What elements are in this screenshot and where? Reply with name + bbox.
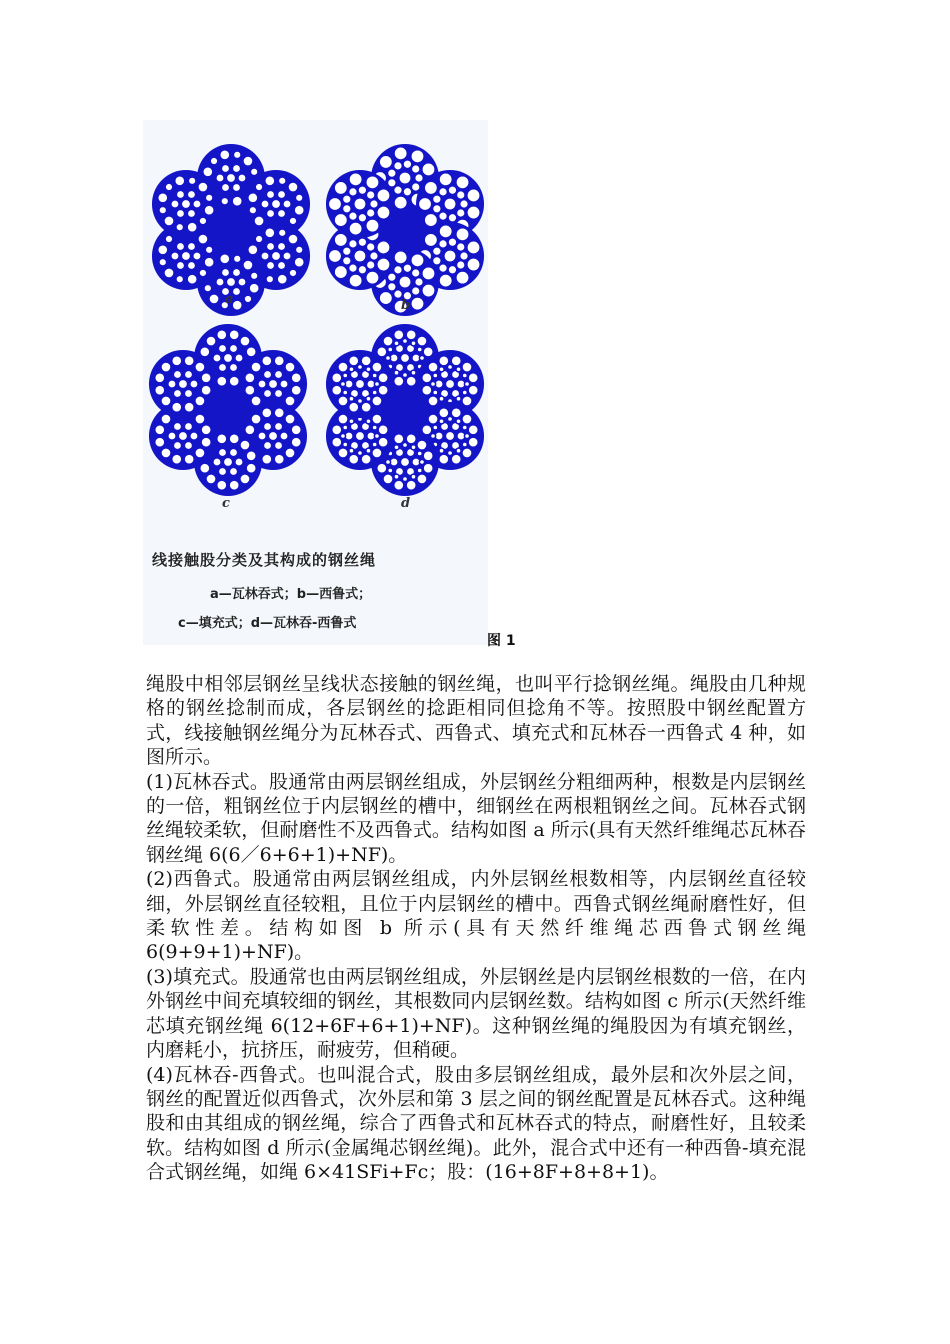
panel-label-d: d: [401, 496, 411, 511]
paragraph-filler: (3)填充式。股通常也由两层钢丝组成，外层钢丝是内层钢丝根数的一倍，在内外钢丝中间充填较细的钢丝，其根数同内层钢丝数。结构如图 c 所示(天然纤维芯填充钢丝绳 6(12+6F+6+1)+NF)。这种钢丝绳的绳股因为有填充钢丝，内磨耗小，抗挤压，耐疲劳，但稍硬。: [146, 965, 806, 1062]
paragraph-seale: (2)西鲁式。股通常由两层钢丝组成，内外层钢丝根数相等，内层钢丝直径较细，外层钢丝直径较粗，且位于内层钢丝的槽中。西鲁式钢丝绳耐磨性好，但柔软性差。结构如图 b 所示(具有天然纤维绳芯西鲁式钢丝绳 6(9+9+1)+NF)。: [146, 868, 806, 964]
paragraph-warrington-seale: (4)瓦林吞-西鲁式。也叫混合式，股由多层钢丝组成，最外层和次外层之间，钢丝的配置近似西鲁式，次外层和第 3 层之间的钢丝配置是瓦林吞式。这种绳股和由其组成的钢丝绳，综合了西鲁式和瓦林吞式的特点，耐磨性好，且较柔软。结构如图 d 所示(金属绳芯钢丝绳)。此外，混合式中还有一种西鲁-填充混合式钢丝绳，如绳 6×41SFi+Fc；股：(16+8F+8+8+1)。: [146, 1063, 806, 1184]
panel-label-a: a: [225, 292, 234, 307]
panel-label-b: b: [401, 298, 411, 313]
figure-caption-title: 线接触股分类及其构成的钢丝绳: [152, 551, 377, 569]
panel-label-c: c: [222, 496, 230, 511]
rope-cross-section-b: [326, 144, 484, 316]
paragraph-warrington: (1)瓦林吞式。股通常由两层钢丝组成，外层钢丝分粗细两种，根数是内层钢丝的一倍，粗钢丝位于内层钢丝的槽中，细钢丝在两根粗钢丝之间。瓦林吞式钢丝绳较柔软，但耐磨性不及西鲁式。结构如图 a 所示(具有天然纤维绳芯瓦林吞钢丝绳 6(6／6+6+1)+NF)。: [146, 770, 806, 866]
body-text: [146, 672, 806, 1185]
rope-cross-section-c: [149, 324, 307, 496]
rope-cross-section-d: [326, 324, 484, 496]
paragraph-intro: 绳股中相邻层钢丝呈线状态接触的钢丝绳，也叫平行捻钢丝绳。绳股由几种规格的钢丝捻制而成，各层钢丝的捻距相同但捻角不等。按照股中钢丝配置方式，线接触钢丝绳分为瓦林吞式、西鲁式、填充式和瓦林吞一西鲁式 4 种，如图所示。: [146, 673, 806, 769]
figure-caption-line1: a—瓦林吞式；b—西鲁式；: [210, 587, 372, 602]
figure-number: 图 1: [487, 633, 516, 649]
figure-caption-line2: c—填充式；d—瓦林吞-西鲁式: [178, 616, 357, 631]
rope-cross-section-a: [152, 144, 310, 316]
